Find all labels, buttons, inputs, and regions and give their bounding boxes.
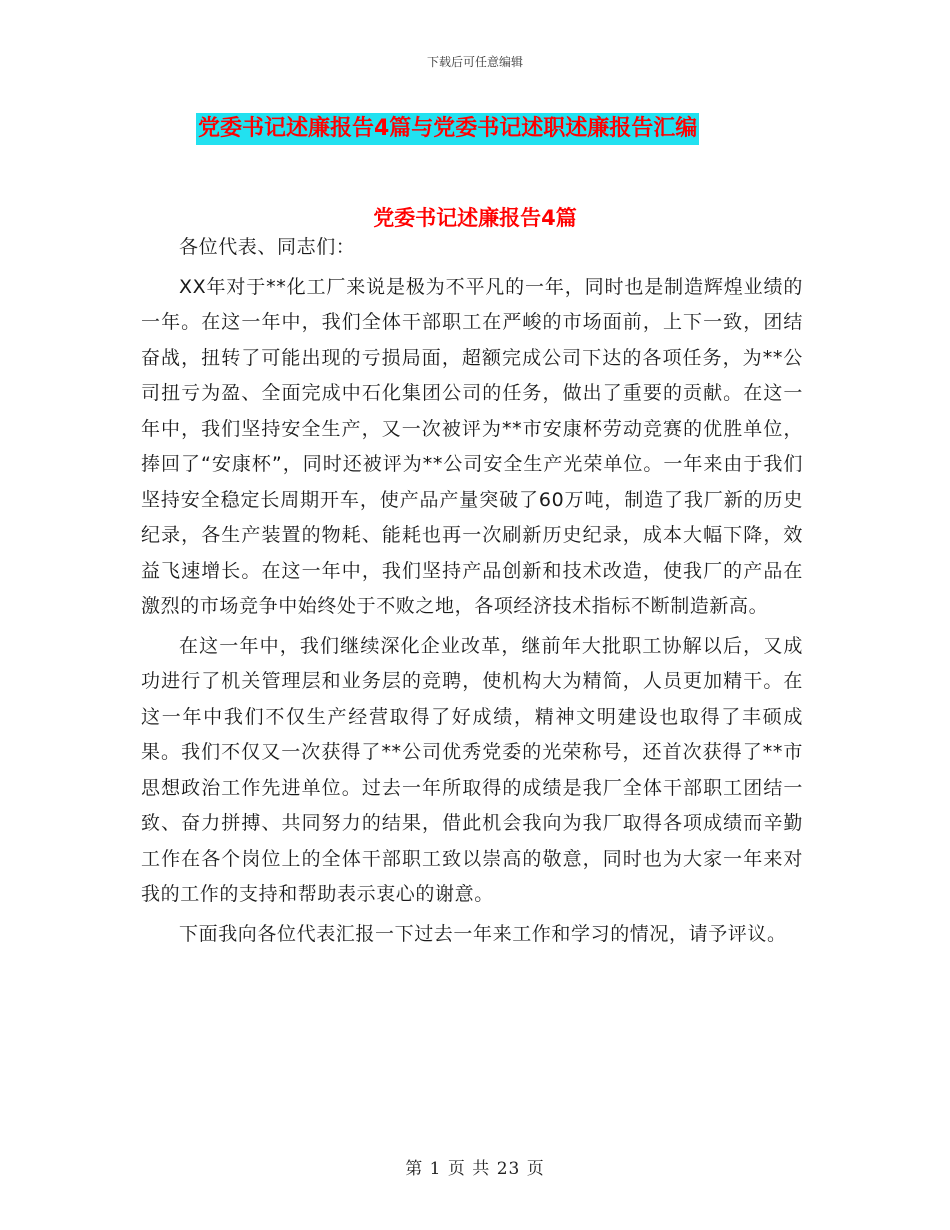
page-number-footer: 第 1 页 共 23 页 (405, 1159, 545, 1179)
section-title: 党委书记述廉报告4篇 (373, 206, 577, 230)
body-paragraph-3: 下面我向各位代表汇报一下过去一年来工作和学习的情况，请予评议。 (179, 922, 787, 945)
page-header-note: 下载后可任意编辑 (426, 55, 523, 69)
document-title: 党委书记述廉报告4篇与党委书记述职述廉报告汇编 (196, 113, 699, 145)
salutation: 各位代表、同志们： (179, 236, 356, 258)
body-paragraph-1: XX年对于**化工厂来说是极为不平凡的一年，同时也是制造辉煌业绩的一年。在这一年中，我们全体干部职工在严峻的市场面前，上下一致，团结奋战，扭转了可能出现的亏损局面，超额完成公司下达的各项任务，为**公司扭亏为盈、全面完成中石化集团公司的任务，做出了重要的贡献。在这一年中，我们坚持安全生产，又一次被评为**市安康杯劳动竞赛的优胜单位，捧回了“安康杯”，同时还被评为**公司安全生产光荣单位。一年来由于我们坚持安全稳定长周期开车，使产品产量突破了60万吨，制造了我厂新的历史纪录，各生产装置的物耗、能耗也再一次刷新历史纪录，成本大幅下降，效益飞速增长。在这一年中，我们坚持产品创新和技术改造，使我厂的产品在激烈的市场竞争中始终处于不败之地，各项经济技术指标不断制造新高。 (141, 275, 803, 617)
body-paragraph-2: 在这一年中，我们继续深化企业改革，继前年大批职工协解以后，又成功进行了机关管理层和业务层的竞聘，使机构大为精简，人员更加精干。在这一年中我们不仅生产经营取得了好成绩，精神文明建设也取得了丰硕成果。我们不仅又一次获得了**公司优秀党委的光荣称号，还首次获得了**市思想政治工作先进单位。过去一年所取得的成绩是我厂全体干部职工团结一致、奋力拼搏、共同努力的结果，借此机会我向为我厂取得各项成绩而辛勤工作在各个岗位上的全体干部职工致以崇高的敬意，同时也为大家一年来对我的工作的支持和帮助表示衷心的谢意。 (141, 634, 803, 905)
document-body (141, 222, 803, 952)
